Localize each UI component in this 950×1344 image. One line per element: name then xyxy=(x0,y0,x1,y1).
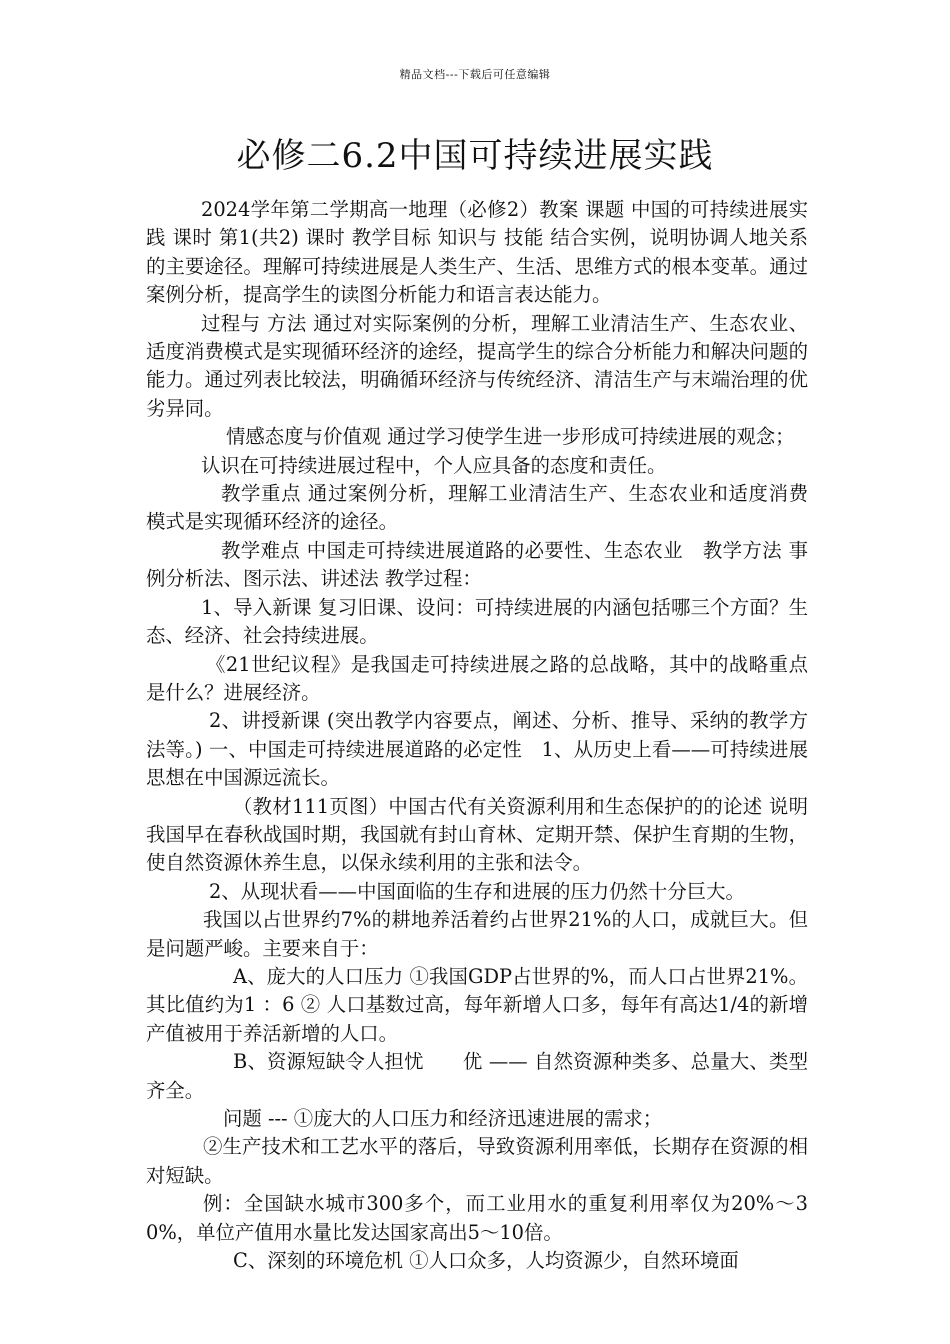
paragraph-responsibility: 认识在可持续进展过程中，个人应具备的态度和责任。 xyxy=(201,453,667,477)
paragraph-process-methods: 过程与 方法 通过对实际案例的分析，理解工业清洁生产、生态农业、适度消费模式是实现循环经济的途经，提高学生的综合分析能力和解决问题的能力。通过列表比较法，明确循环经济与传统经济、清洁生产与末端治理的优劣异同。 xyxy=(146,311,808,420)
paragraph-emotion-values: 情感态度与价值观 通过学习使学生进一步形成可持续进展的观念； xyxy=(226,425,795,449)
paragraph-water-example: 例：全国缺水城市300多个，而工业用水的重复利用率仅为20%～30%，单位产值用水量比发达国家高出5～10倍。 xyxy=(146,1192,808,1244)
paragraph-intro: 1、导入新课 复习旧课、设问：可持续进展的内涵包括哪三个方面？生态、经济、社会持续进展。 xyxy=(146,595,808,648)
paragraph-new-lesson: 2、讲授新课 (突出教学内容要点，阐述、分析、推导、采纳的教学方法等。) 一、中国走可持续进展道路的必定性 1、从历史上看——可持续进展思想在中国源远流长。 xyxy=(146,709,808,790)
header-note: 精品文档---下载后可任意编辑 xyxy=(399,68,551,81)
paragraph-technology: ②生产技术和工艺水平的落后，导致资源利用率低，长期存在资源的相对短缺。 xyxy=(146,1135,808,1187)
paragraph-environment-crisis: C、深刻的环境危机 ①人口众多，人均资源少，自然环境面 xyxy=(233,1249,739,1273)
paragraph-agenda21: 《21世纪议程》是我国走可持续进展之路的总战略，其中的战略重点是什么？进展经济。 xyxy=(146,652,808,704)
paragraph-teaching-goals: 2024学年第二学期高一地理（必修2）教案 课题 中国的可持续进展实践 课时 第1(共2) 课时 教学目标 知识与 技能 结合实例，说明协调人地关系的主要途径。理解可持续进展是人类生产、生活、思维方式的根本变革。通过案例分析，提高学生的读图分析能力和语言表达能力。 xyxy=(146,198,808,307)
paragraph-difficulties: 教学难点 中国走可持续进展道路的必要性、生态农业 教学方法 事例分析法、图示法、讲述法 教学过程： xyxy=(146,538,808,591)
paragraph-current-status: 2、从现状看——中国面临的生存和进展的压力仍然十分巨大。 xyxy=(209,879,745,903)
paragraph-problems: 问题 --- ①庞大的人口压力和经济迅速进展的需求； xyxy=(223,1107,663,1130)
paragraph-key-points: 教学重点 通过案例分析，理解工业清洁生产、生态农业和适度消费模式是实现循环经济的途径。 xyxy=(146,482,808,534)
document-body xyxy=(146,196,808,1275)
paragraph-resource-shortage: B、资源短缺令人担忧 优 —— 自然资源种类多、总量大、类型齐全。 xyxy=(146,1050,808,1102)
paragraph-farmland: 我国以占世界约7%的耕地养活着约占世界21%的人口，成就巨大。但是问题严峻。主要来自于： xyxy=(146,908,808,960)
paragraph-textbook-figure: （教材111页图）中国古代有关资源利用和生态保护的的论述 说明我国早在春秋战国时期，我国就有封山育林、定期开禁、保护生育期的生物，使自然资源休养生息，以保永续利用的主张和法令。 xyxy=(146,794,808,875)
document-title: 必修二6.2中国可持续进展实践 xyxy=(236,136,714,176)
paragraph-population-pressure: A、庞大的人口压力 ①我国GDP占世界的%，而人口占世界21%。其比值约为1 ：6 ② 人口基数过高，每年新增人口多，每年有高达1/4的新增产值被用于养活新增的人口。 xyxy=(146,964,808,1045)
